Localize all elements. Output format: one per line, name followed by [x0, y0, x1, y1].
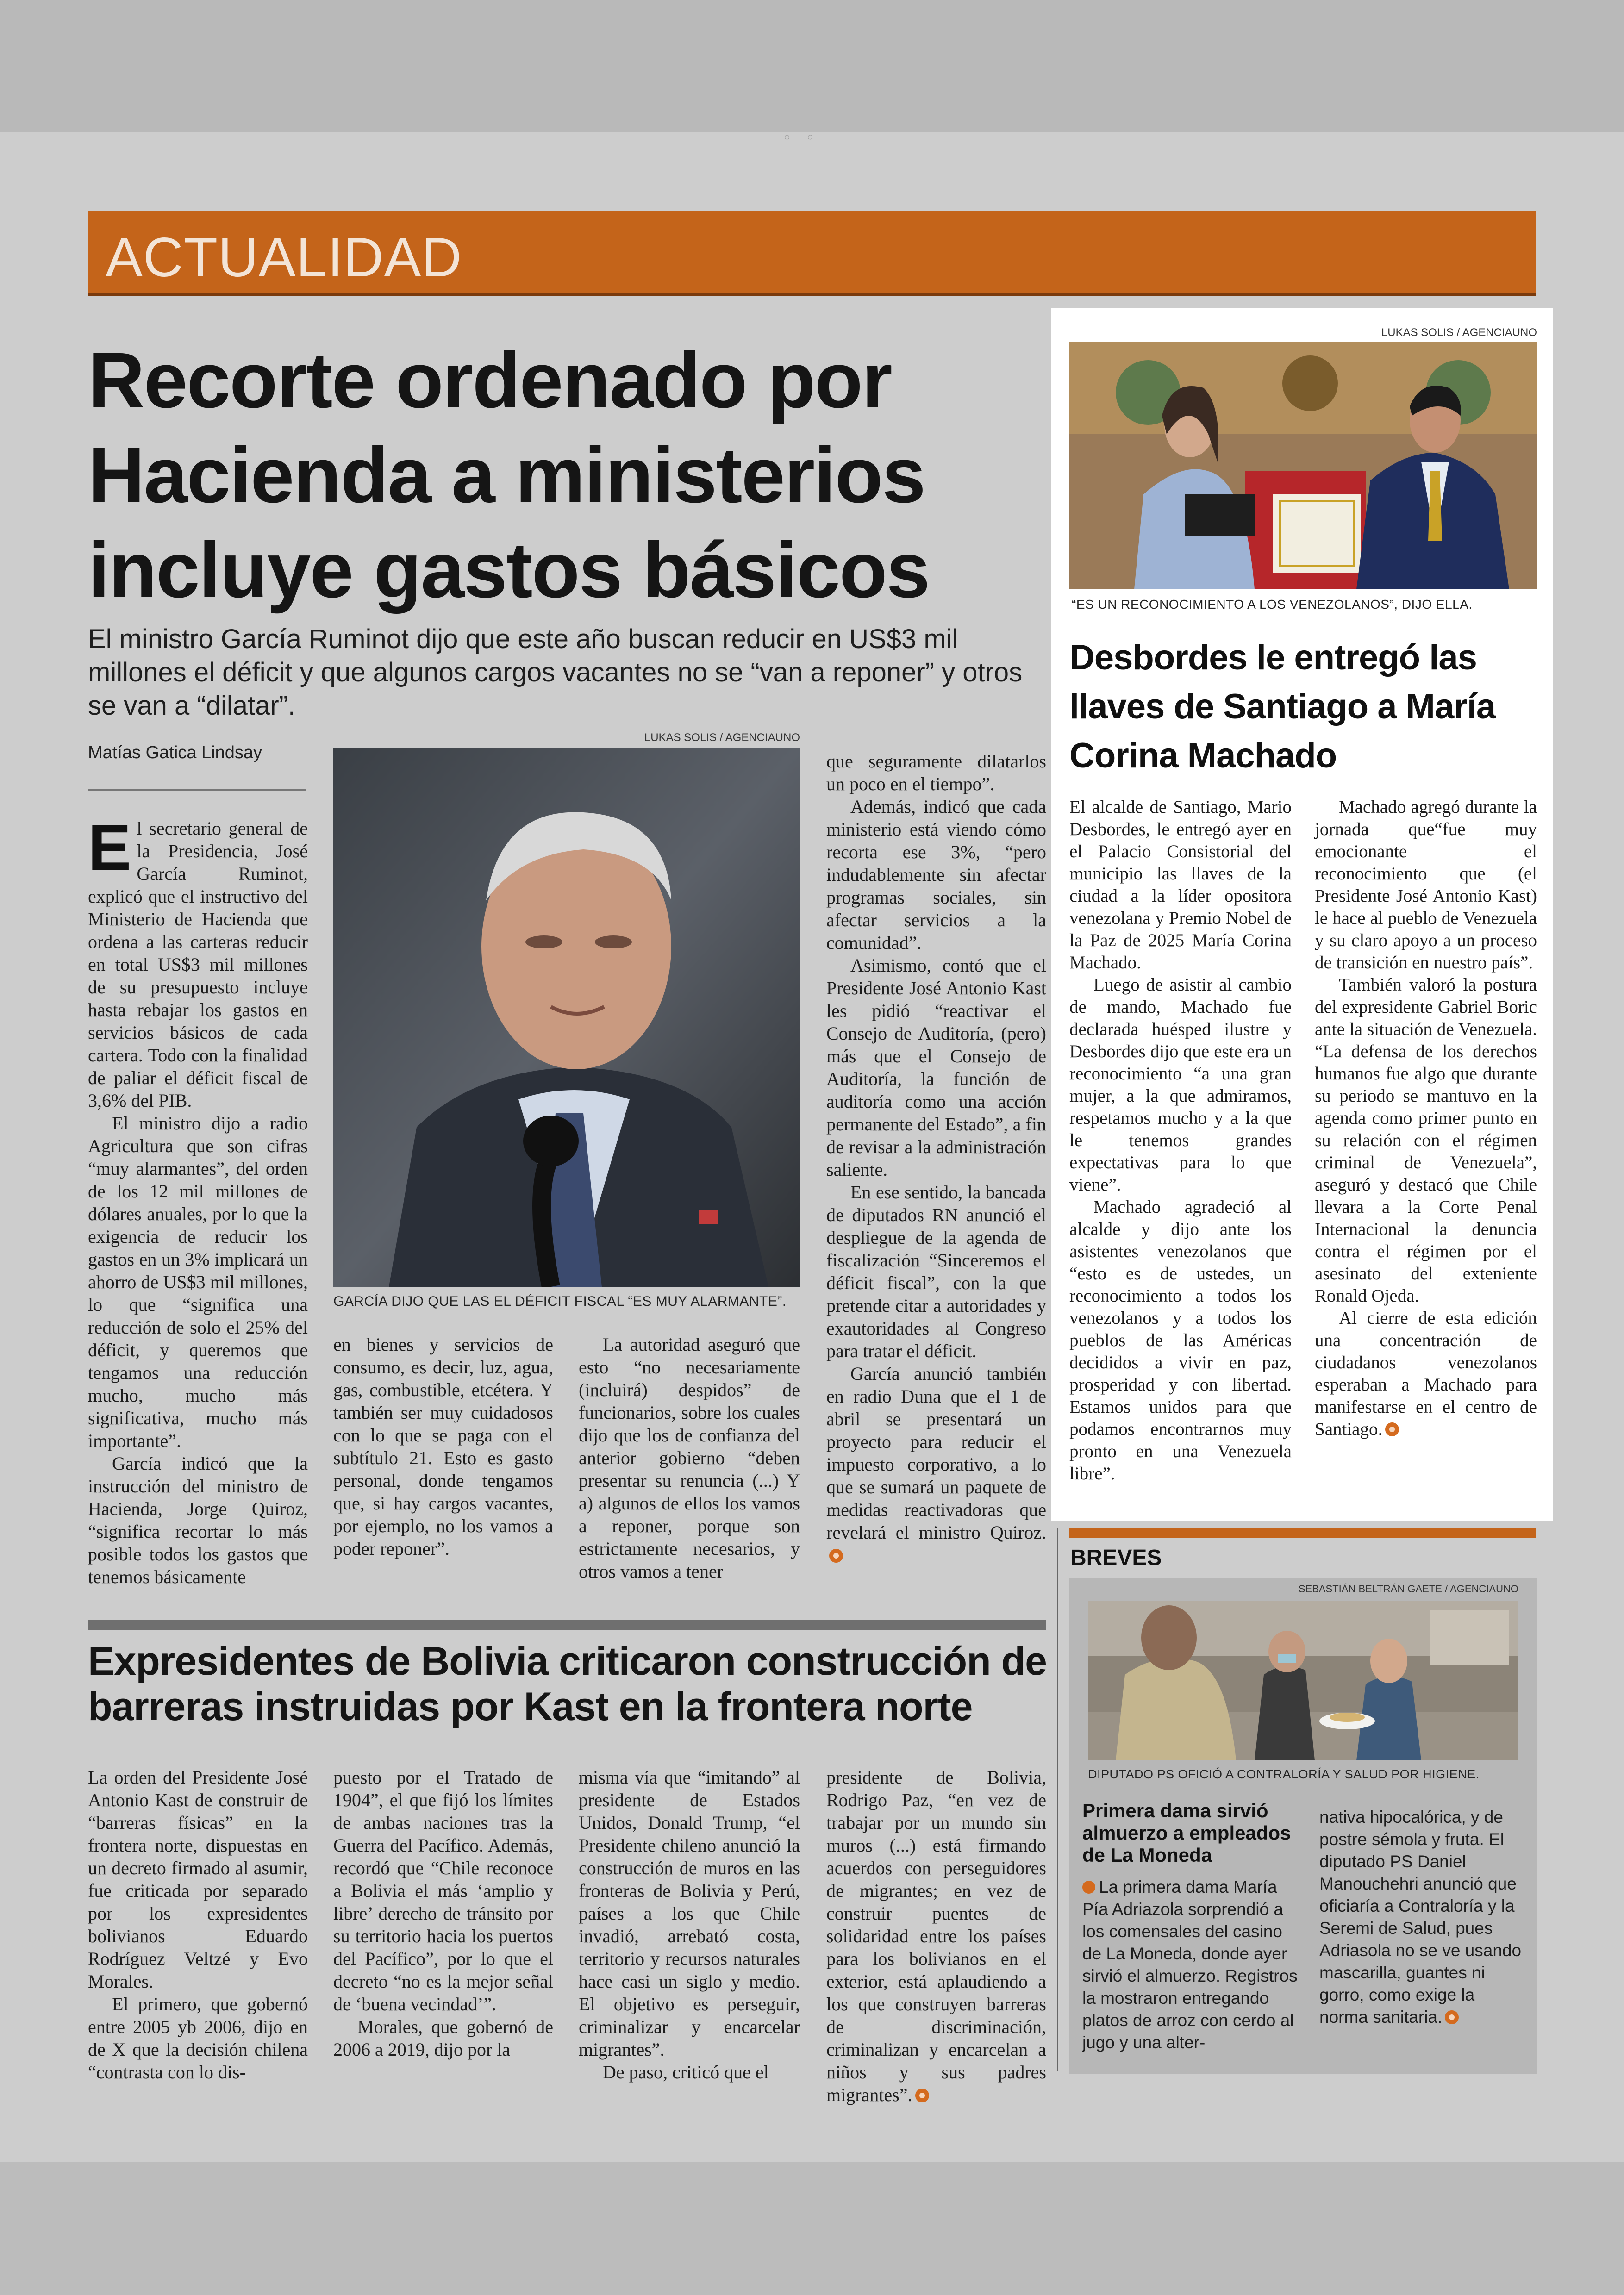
byline: Matías Gatica Lindsay — [88, 743, 262, 762]
bolivia-headline: Expresidentes de Bolivia criticaron construcción de barreras instruidas por Kast en la frontera norte — [88, 1639, 1047, 1729]
paragraph: El alcalde de Santiago, Mario Desbordes, le entregó ayer en el Palacio Consistorial del municipio las llaves de la ciudad a la líder opositora venezolana y Premio Nobel de la Paz de 2025 María Corina Machado. — [1069, 797, 1292, 973]
main-article-column-2 — [333, 1333, 553, 1560]
main-article-column-4 — [826, 750, 1046, 1566]
portrait-minister-image — [333, 748, 800, 1287]
end-of-article-icon — [1385, 1422, 1399, 1436]
breves-title: Primera dama sirvió almuerzo a empleados de La Moneda — [1082, 1800, 1291, 1866]
paragraph: l secretario general de la Presidencia, José García Ruminot, explicó que el instructivo del Ministerio de Hacienda que ordena a las carteras reducir en total US$3 mil millones de su presupuesto incluye hasta rebajar los gastos en servicios básicos de cada cartera. Todo con la finalidad de paliar el déficit fiscal de 3,6% del PIB. — [88, 818, 308, 1111]
paragraph: Machado agradeció al alcalde y dijo ante los asistentes venezolanos que “esto es de ustedes, un reconocimiento a todos los venezolanos y a todos los pueblos de las Américas decididos a vivir en paz, prosperidad y con libertad. Estamos unidos para que podamos encontrarnos muy pronto en una Venezuela libre”. — [1069, 1197, 1292, 1484]
end-of-article-icon — [915, 2089, 929, 2102]
paragraph: presidente de Bolivia, Rodrigo Paz, “en vez de trabajar por un mundo sin muros (...) está firmando acuerdos con perseguidores de migrantes; en vez de construir puentes de solidaridad entre los países para los bolivianos en el exterior, está aplaudiendo a los que construyen barreras de discriminación, criminalizan y encarcelan a niños y sus padres migrantes”. — [826, 1767, 1046, 2105]
paragraph: que seguramente dilatarlos un poco en el tiempo”. — [826, 751, 1046, 794]
story-divider — [88, 1620, 1046, 1630]
main-photo-credit: LUKAS SOLIS / AGENCIAUNO — [644, 731, 800, 744]
paragraph: Luego de asistir al cambio de mando, Machado fue declarada huésped ilustre y Desbordes dijo que este era un reconocimiento “a una gran mujer, a la que admiramos, respetamos mucho y a la que le tenemos grandes expectativas para lo que viene”. — [1069, 975, 1292, 1195]
bolivia-column-4 — [826, 1766, 1046, 2106]
paragraph: También valoró la postura del expresidente Gabriel Boric ante la situación de Venezuela. “La defensa de los derechos humanos fue algo que durante su periodo se mantuvo en la agenda como primer punto en su relación con el régimen criminal de Venezuela”, aseguró y destacó que Chile llevara a la Corte Penal Internacional la denuncia contra el régimen por el asesinato del exteniente Ronald Ojeda. — [1315, 975, 1537, 1306]
viewer-top-strip — [0, 0, 1624, 132]
paragraph: La autoridad aseguró que esto “no necesariamente (incluirá) despidos” de funcionarios, sobre los cuales dijo que los de confianza del anterior gobierno “deben presentar su renuncia (...) Y a) algunos de ellos los vamos a reponer, porque son estrictamente necesarios, y otros vamos a tener — [579, 1334, 800, 1582]
paragraph: Asimismo, contó que el Presidente José Antonio Kast les pidió “reactivar el Consejo de Auditoría, (pero) más que el Consejo de Auditoría, la función de auditoría como una acción permanente del Estado”, a fin de revisar a la administración saliente. — [826, 955, 1046, 1180]
main-article-column-3 — [579, 1333, 800, 1583]
page-indicator-dots[interactable]: ◦◦ — [782, 129, 829, 147]
section-title: ACTUALIDAD — [106, 226, 462, 288]
breves-accent-bar — [1069, 1528, 1536, 1538]
paragraph: El ministro dijo a radio Agricultura que son cifras “muy alarmantes”, del orden de los 12 mil millones de dólares anuales, por lo que la exigencia de reducir los gastos en un 3% implicará un ahorro de US$3 mil millones, lo que “significa una reducción de solo el 25% del déficit, y queremos que tengamos una reducción mucho, mucho más significativa, mucho más importante”. — [88, 1113, 308, 1451]
breves-label: BREVES — [1070, 1546, 1162, 1570]
paragraph: Al cierre de esta edición una concentración de ciudadanos venezolanos esperaban a Machado para manifestarse en el centro de Santiago. — [1315, 1308, 1537, 1439]
side-headline: Desbordes le entregó las llaves de Santiago a María Corina Machado — [1069, 638, 1496, 775]
bolivia-column-3 — [579, 1766, 800, 2083]
end-of-article-icon — [829, 1549, 843, 1563]
main-lead: El ministro García Ruminot dijo que este año buscan reducir en US$3 mil millones el déficit y que algunos cargos vacantes no se “van a reponer” y otros se van a “dilatar”. — [88, 624, 1023, 721]
paragraph: García anunció también en radio Duna que el 1 de abril se presentará un proyecto para reducir el impuesto corporativo, a lo que se sumará un paquete de medidas reactivadoras que revelará el ministro Quiroz. — [826, 1363, 1046, 1543]
side-photo-credit: LUKAS SOLIS / AGENCIAUNO — [1381, 326, 1537, 339]
paragraph: El primero, que gobernó entre 2005 yb 2006, dijo en de X que la decisión chilena “contrasta con lo dis- — [88, 1994, 308, 2083]
paragraph: Además, indicó que cada ministerio está viendo cómo recorta ese 3%, “pero indudablemente sin afectar programas sociales, sin afectar servicios a la comunidad”. — [826, 796, 1046, 953]
paragraph: García indicó que la instrucción del ministro de Hacienda, Jorge Quiroz, “significa recortar lo más posible todos los gastos que tenemos básicamente — [88, 1453, 308, 1587]
main-photo — [333, 748, 800, 1287]
breves-column-2 — [1319, 1806, 1523, 2028]
breves-photo-credit: SEBASTIÁN BELTRÁN GAETE / AGENCIAUNO — [1298, 1583, 1518, 1595]
paragraph: De paso, criticó que el — [603, 2062, 769, 2083]
paragraph: La primera dama María Pía Adriazola sorprendió a los comensales del casino de La Moneda, donde ayer sirvió el almuerzo. Registros la mostraron entregando platos de arroz con cerdo al jugo y una alter- — [1082, 1877, 1298, 2052]
section-banner — [88, 211, 1536, 296]
bolivia-column-2 — [333, 1766, 553, 2061]
paragraph: misma vía que “imitando” al presidente de Estados Unidos, Donald Trump, “el Presidente chileno anunció la construcción de muros en las fronteras de Bolivia y Perú, países a los que Chile invadió, arrebató costa, territorio y recursos naturales hace casi un siglo y medio. El objetivo es perseguir, criminalizar y encarcelar migrantes”. — [579, 1767, 800, 2060]
paragraph: Morales, que gobernó de 2006 a 2019, dijo por la — [333, 2016, 553, 2060]
keys-ceremony-image — [1069, 342, 1537, 589]
side-article-column-2 — [1315, 796, 1537, 1441]
paragraph: La orden del Presidente José Antonio Kast de construir de “barreras físicas” en la frontera norte, dispuestas en un decreto firmado al asumir, fue criticada por separado por los expresidentes bolivianos Eduardo Rodríguez Veltzé y Evo Morales. — [88, 1767, 308, 1992]
side-photo-caption: “ES UN RECONOCIMIENTO A LOS VENEZOLANOS”, DIJO ELLA. — [1072, 597, 1473, 611]
bullet-icon — [1082, 1881, 1095, 1894]
main-article-column-1 — [88, 811, 308, 1588]
paragraph: puesto por el Tratado de 1904”, el que fijó los límites de ambas naciones tras la Guerra del Pacífico. Además, recordó que “Chile reconoce a Bolivia el más ‘amplio y libre’ derecho de tránsito por su territorio hacia los puertos del Pacífico”, por lo que el decreto “no es la mejor señal de ‘buena vecindad’”. — [333, 1767, 553, 2014]
dropcap: E — [88, 811, 131, 884]
end-of-article-icon — [1445, 2010, 1459, 2024]
side-article-column-1 — [1069, 796, 1292, 1485]
cafeteria-serving-image — [1088, 1601, 1518, 1760]
main-photo-caption: GARCÍA DIJO QUE LAS EL DÉFICIT FISCAL “ES MUY ALARMANTE”. — [333, 1294, 787, 1309]
breves-column-1 — [1082, 1876, 1300, 2054]
byline-divider — [88, 789, 306, 791]
column-divider — [1057, 1528, 1058, 2071]
bolivia-column-1 — [88, 1766, 308, 2083]
paragraph: en bienes y servicios de consumo, es decir, luz, agua, gas, combustible, etcétera. Y también ser muy cuidadosos con lo que se paga con el subtítulo 21. Esto es gasto personal, donde tengamos que, si hay cargos vacantes, por ejemplo, no los vamos a poder reponer”. — [333, 1334, 553, 1559]
breves-photo-caption: DIPUTADO PS OFICIÓ A CONTRALORÍA Y SALUD POR HIGIENE. — [1088, 1767, 1480, 1781]
breves-photo — [1088, 1601, 1518, 1760]
paragraph: Machado agregó durante la jornada que“fue muy emocionante el reconocimiento que (el Presidente José Antonio Kast) le hace al pueblo de Venezuela y su claro apoyo a un proceso de transición en nuestro país”. — [1315, 797, 1537, 973]
side-photo — [1069, 342, 1537, 589]
paragraph: nativa hipocalórica, y de postre sémola y fruta. El diputado PS Daniel Manouchehri anunció que oficiaría a Contraloría y la Seremi de Salud, pues Adriasola no se ve usando mascarilla, guantes ni gorro, como exige la norma sanitaria. — [1319, 1808, 1522, 2027]
paragraph: En ese sentido, la bancada de diputados RN anunció el despliegue de la agenda de fiscalización “Sinceremos el déficit fiscal”, con la que pretende citar a autoridades y exautoridades al Congreso para tratar el déficit. — [826, 1182, 1046, 1361]
main-headline: Recorte ordenado por Hacienda a ministerios incluye gastos básicos — [88, 337, 930, 614]
